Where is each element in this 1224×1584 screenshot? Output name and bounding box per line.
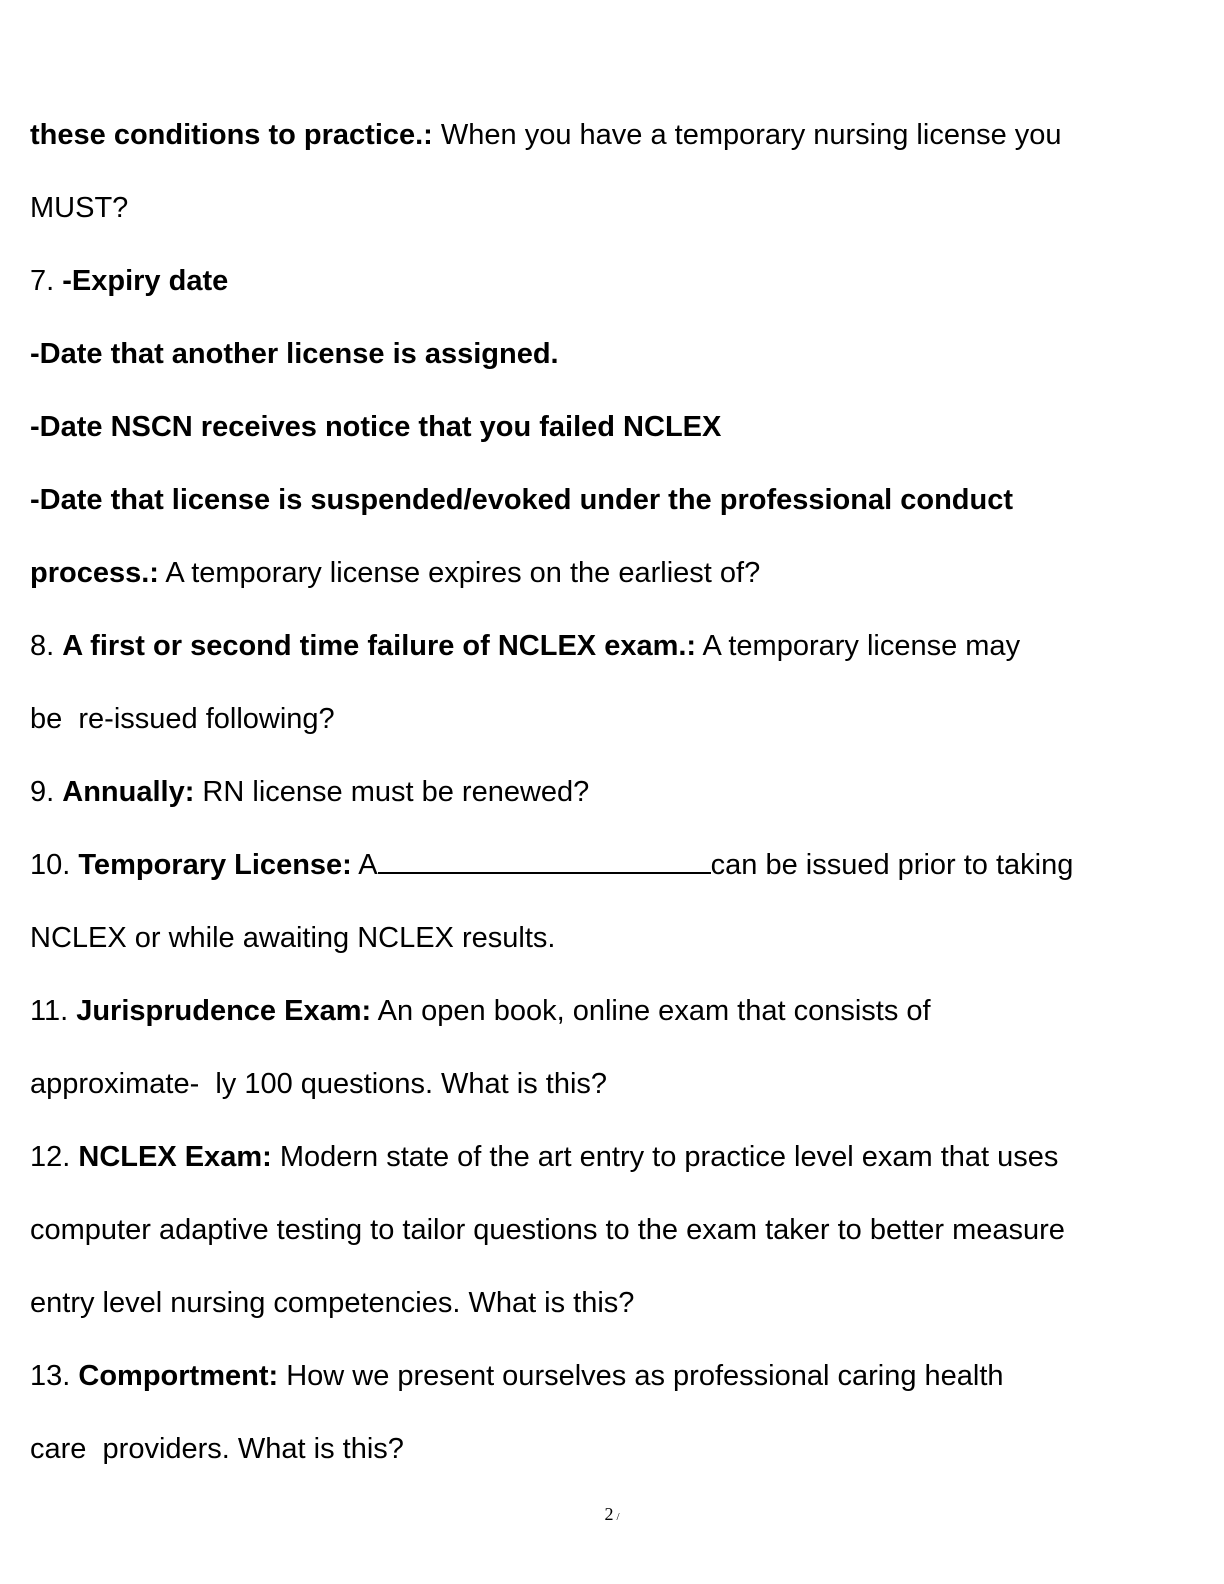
answer-text: Comportment: bbox=[78, 1360, 279, 1392]
item-number: 13. bbox=[30, 1360, 79, 1392]
item-number: 10. bbox=[30, 849, 79, 881]
text-line bbox=[30, 1194, 1190, 1267]
answer-text: -Date NSCN receives notice that you failed NCLEX bbox=[30, 411, 722, 443]
text-line bbox=[30, 1048, 1190, 1121]
item-number: 9. bbox=[30, 776, 63, 808]
text-line bbox=[30, 318, 1190, 391]
question-text: approximate- ly 100 questions. What is this? bbox=[30, 1068, 608, 1100]
fill-in-blank bbox=[378, 848, 711, 874]
answer-text: process.: bbox=[30, 557, 159, 589]
question-text: RN license must be renewed? bbox=[194, 776, 590, 808]
text-line bbox=[30, 829, 1190, 902]
answer-text: these conditions to practice.: bbox=[30, 119, 433, 151]
text-line bbox=[30, 99, 1190, 172]
text-line bbox=[30, 1121, 1190, 1194]
text-line bbox=[30, 537, 1190, 610]
question-text: MUST? bbox=[30, 192, 129, 224]
question-text: How we present ourselves as professional caring health bbox=[278, 1360, 1004, 1392]
text-line bbox=[30, 1267, 1190, 1340]
page-footer bbox=[0, 1504, 1224, 1525]
text-line bbox=[30, 245, 1190, 318]
text-line bbox=[30, 975, 1190, 1048]
question-text: NCLEX or while awaiting NCLEX results. bbox=[30, 922, 556, 954]
item-number: 11. bbox=[30, 995, 77, 1027]
text-line bbox=[30, 391, 1190, 464]
answer-text: -Expiry date bbox=[62, 265, 229, 297]
item-number: 7. bbox=[30, 265, 63, 297]
question-text: A temporary license expires on the earliest of? bbox=[158, 557, 761, 589]
question-text: care providers. What is this? bbox=[30, 1433, 404, 1465]
question-text: Modern state of the art entry to practice level exam that uses bbox=[271, 1141, 1059, 1173]
answer-text: Jurisprudence Exam: bbox=[76, 995, 372, 1027]
question-text: entry level nursing competencies. What is this? bbox=[30, 1287, 635, 1319]
answer-text: Annually: bbox=[62, 776, 195, 808]
item-number: 8. bbox=[30, 630, 63, 662]
answer-text: -Date that another license is assigned. bbox=[30, 338, 559, 370]
page-number: 2 bbox=[604, 1504, 614, 1524]
answer-text: Temporary License: bbox=[78, 849, 352, 881]
answer-text: A first or second time failure of NCLEX exam.: bbox=[62, 630, 697, 662]
question-text: computer adaptive testing to tailor questions to the exam taker to better measure bbox=[30, 1214, 1065, 1246]
question-text: can be issued prior to taking bbox=[710, 849, 1074, 881]
text-line bbox=[30, 1340, 1190, 1413]
text-line bbox=[30, 683, 1190, 756]
text-line bbox=[30, 756, 1190, 829]
question-text: A bbox=[351, 849, 378, 881]
text-line bbox=[30, 1413, 1190, 1486]
answer-text: NCLEX Exam: bbox=[78, 1141, 272, 1173]
question-text: An open book, online exam that consists of bbox=[371, 995, 931, 1027]
question-text: When you have a temporary nursing license you bbox=[432, 119, 1062, 151]
item-number: 12. bbox=[30, 1141, 79, 1173]
question-text: be re-issued following? bbox=[30, 703, 335, 735]
answer-text: -Date that license is suspended/evoked under the professional conduct bbox=[30, 484, 1013, 516]
text-line bbox=[30, 902, 1190, 975]
text-line bbox=[30, 610, 1190, 683]
document-body bbox=[30, 99, 1190, 1486]
text-line bbox=[30, 172, 1190, 245]
page-separator: / bbox=[616, 1511, 620, 1523]
text-line bbox=[30, 464, 1190, 537]
question-text: A temporary license may bbox=[696, 630, 1021, 662]
